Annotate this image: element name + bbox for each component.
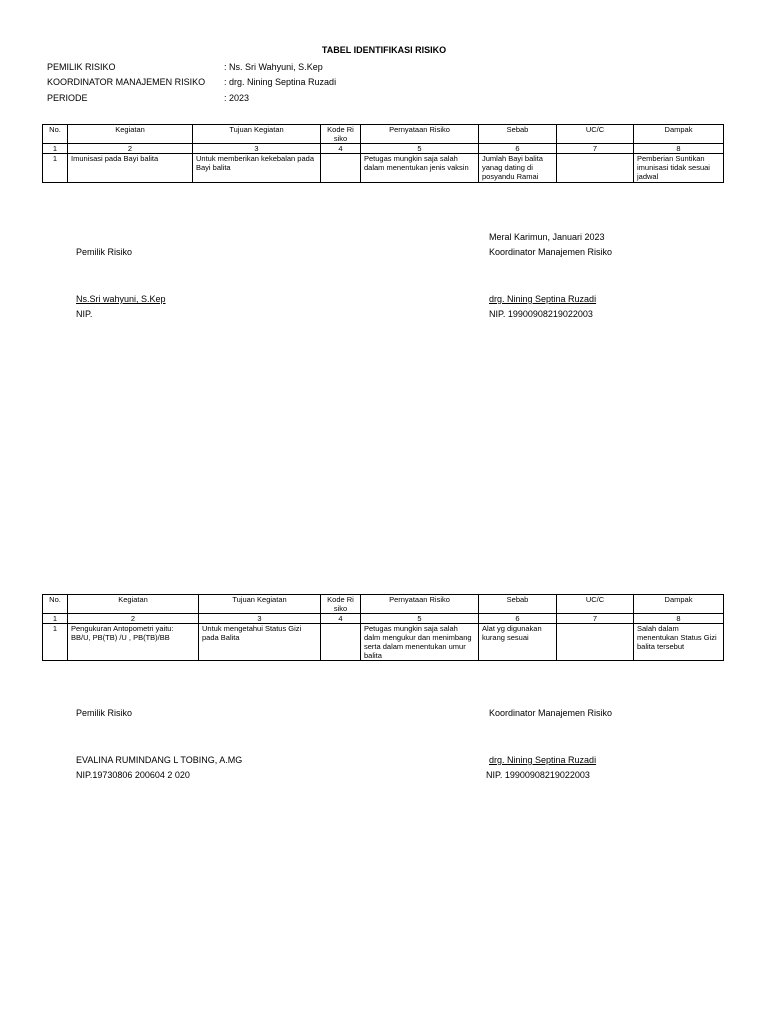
cell-kegiatan: Imunisasi pada Bayi balita xyxy=(68,154,193,183)
header-pernyataan: Pernyataan Risiko xyxy=(361,595,479,614)
cell-kegiatan: Pengukuran Antopometri yaitu: BB/U, PB(TB) /U , PB(TB)/BB xyxy=(68,624,199,661)
column-number: 1 xyxy=(43,144,68,154)
signature-left-name: Ns.Sri wahyuni, S.Kep xyxy=(76,294,166,304)
column-number: 8 xyxy=(634,144,724,154)
header-tujuan: Tujuan Kegiatan xyxy=(199,595,321,614)
column-number: 1 xyxy=(43,614,68,624)
info-value-periode: : 2023 xyxy=(224,93,250,103)
cell-sebab: Jumlah Bayi balita yanag dating di posyandu Ramai xyxy=(479,154,557,183)
header-ucc: UC/C xyxy=(557,125,634,144)
column-number: 4 xyxy=(321,144,361,154)
cell-no: 1 xyxy=(43,154,68,183)
column-number: 8 xyxy=(634,614,724,624)
column-number-row xyxy=(43,144,724,154)
column-number: 7 xyxy=(557,144,634,154)
signature2-right-nip: NIP. 19900908219022003 xyxy=(486,770,590,780)
info-label-koordinator: KOORDINATOR MANAJEMEN RISIKO xyxy=(47,77,206,87)
cell-dampak: Salah dalam menentukan Status Gizi balita tersebut xyxy=(634,624,724,661)
column-number: 6 xyxy=(479,144,557,154)
header-tujuan: Tujuan Kegiatan xyxy=(193,125,321,144)
column-number: 2 xyxy=(68,144,193,154)
header-sebab: Sebab xyxy=(479,125,557,144)
signature-left-role: Pemilik Risiko xyxy=(76,247,133,257)
column-number: 5 xyxy=(361,144,479,154)
signature-right-nip: NIP. 19900908219022003 xyxy=(489,309,593,319)
table-row xyxy=(43,154,724,183)
info-label-pemilik: PEMILIK RISIKO xyxy=(47,62,116,72)
cell-kode xyxy=(321,624,361,661)
header-kegiatan: Kegiatan xyxy=(68,125,193,144)
signature-right-role: Koordinator Manajemen Risiko xyxy=(489,247,613,257)
signature2-left-role: Pemilik Risiko xyxy=(76,708,133,718)
header-no: No. xyxy=(43,595,68,614)
column-number: 4 xyxy=(321,614,361,624)
cell-sebab: Alat yg digunakan kurang sesuai xyxy=(479,624,557,661)
header-kegiatan: Kegiatan xyxy=(68,595,199,614)
column-number: 2 xyxy=(68,614,199,624)
signature2-left-nip: NIP.19730806 200604 2 020 xyxy=(76,770,190,780)
risk-table-1 xyxy=(42,124,724,183)
info-value-pemilik: : Ns. Sri Wahyuni, S.Kep xyxy=(224,62,323,72)
table-row xyxy=(43,624,724,661)
info-value-koordinator: : drg. Nining Septina Ruzadi xyxy=(224,77,337,87)
cell-pernyataan: Petugas mungkin saja salah dalam menentukan jenis vaksin xyxy=(361,154,479,183)
cell-ucc xyxy=(557,154,634,183)
signature-left-nip: NIP. xyxy=(76,309,93,319)
cell-no: 1 xyxy=(43,624,68,661)
signature2-right-role: Koordinator Manajemen Risiko xyxy=(489,708,613,718)
column-number: 3 xyxy=(193,144,321,154)
place-date: Meral Karimun, Januari 2023 xyxy=(489,232,605,242)
risk-table-2 xyxy=(42,594,724,661)
cell-ucc xyxy=(557,624,634,661)
document-title: TABEL IDENTIFIKASI RISIKO xyxy=(321,45,447,55)
column-number: 7 xyxy=(557,614,634,624)
column-number: 3 xyxy=(199,614,321,624)
cell-pernyataan: Petugas mungkin saja salah dalm mengukur dan menimbang serta dalam menentukan umur balita xyxy=(361,624,479,661)
info-label-periode: PERIODE xyxy=(47,93,88,103)
column-number: 6 xyxy=(479,614,557,624)
header-ucc: UC/C xyxy=(557,595,634,614)
header-kode: Kode Ri siko xyxy=(321,595,361,614)
header-kode: Kode Ri siko xyxy=(321,125,361,144)
cell-tujuan: Untuk mengetahui Status Gizi pada Balita xyxy=(199,624,321,661)
header-no: No. xyxy=(43,125,68,144)
cell-dampak: Pemberian Suntikan imunisasi tidak sesuai jadwal xyxy=(634,154,724,183)
cell-tujuan: Untuk memberikan kekebalan pada Bayi balita xyxy=(193,154,321,183)
header-dampak: Dampak xyxy=(634,125,724,144)
column-number-row xyxy=(43,614,724,624)
signature2-left-name: EVALINA RUMINDANG L TOBING, A.MG xyxy=(76,755,243,765)
cell-kode xyxy=(321,154,361,183)
signature2-right-name: drg. Nining Septina Ruzadi xyxy=(489,755,597,765)
signature-right-name: drg. Nining Septina Ruzadi xyxy=(489,294,597,304)
header-pernyataan: Pernyataan Risiko xyxy=(361,125,479,144)
header-sebab: Sebab xyxy=(479,595,557,614)
column-number: 5 xyxy=(361,614,479,624)
header-dampak: Dampak xyxy=(634,595,724,614)
